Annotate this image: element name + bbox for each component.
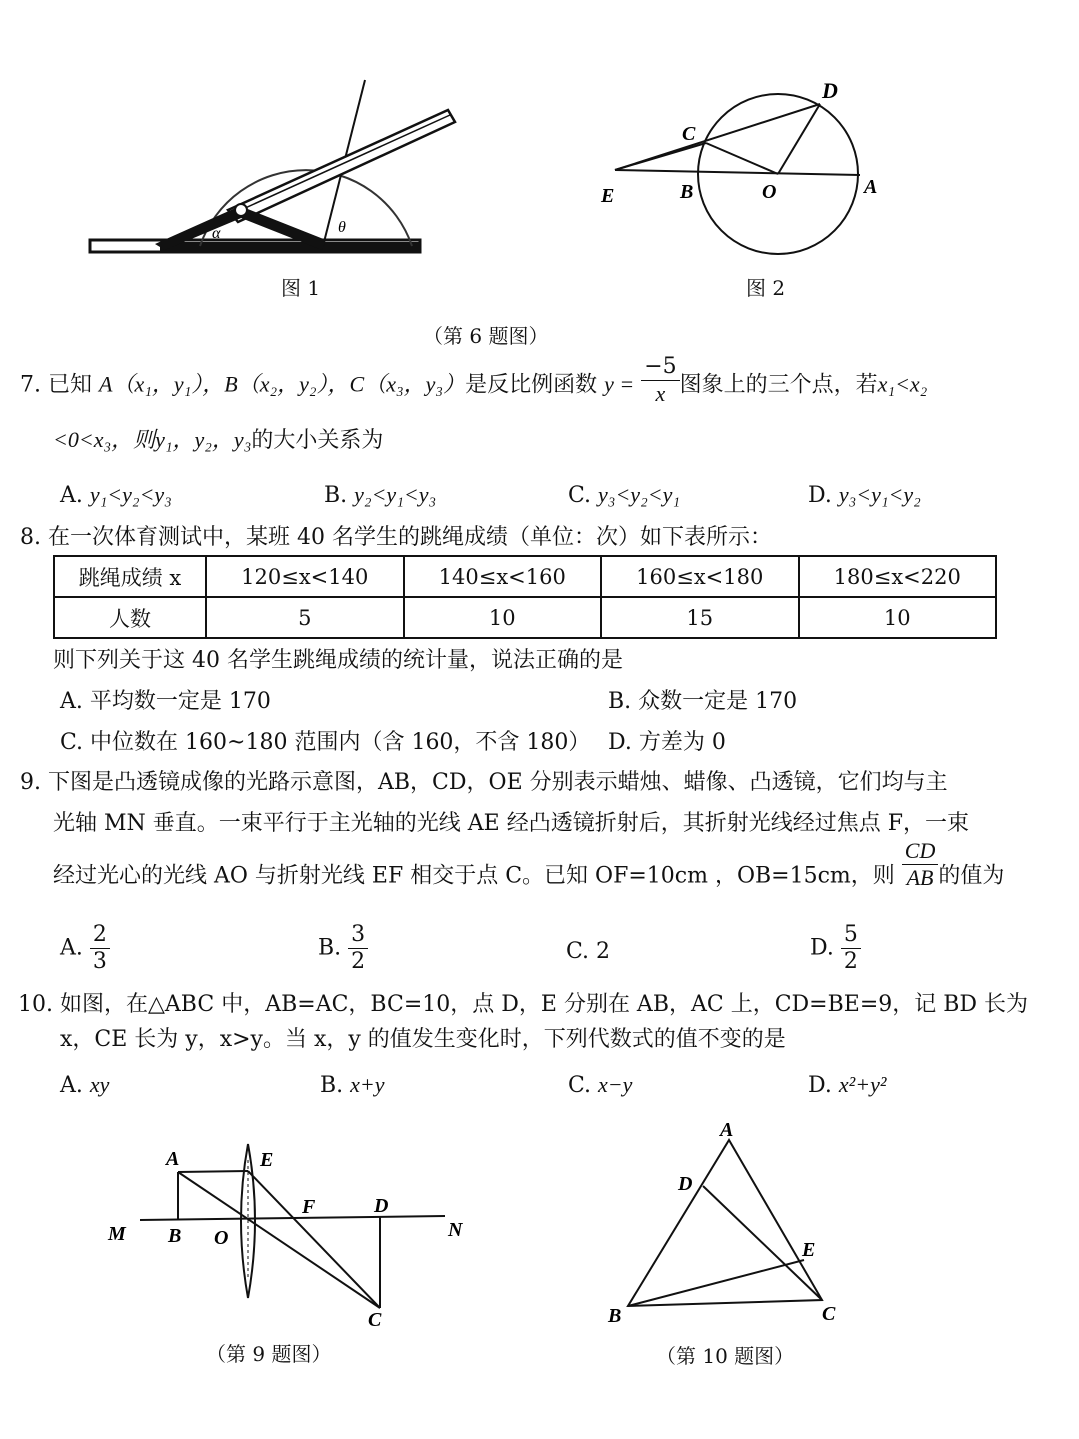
q7-fraction-num: −5 bbox=[641, 354, 679, 381]
q7-intro: 已知 bbox=[48, 372, 93, 398]
option-text: y₃<y₂<y₁ bbox=[598, 482, 680, 507]
q10-option-b[interactable] bbox=[320, 1071, 385, 1100]
option-fraction bbox=[90, 922, 110, 975]
q7-option-b[interactable] bbox=[324, 481, 436, 510]
q7-option-d[interactable] bbox=[808, 481, 921, 510]
fraction-num: 3 bbox=[348, 922, 368, 949]
q9-line3 bbox=[53, 838, 1005, 891]
option-text: x+y bbox=[350, 1072, 385, 1097]
q10-option-d[interactable] bbox=[808, 1071, 886, 1100]
option-text: y₁<y₂<y₃ bbox=[89, 482, 172, 507]
q7-cond1: x₁<x₂ bbox=[877, 371, 928, 397]
q7-line1 bbox=[20, 354, 928, 407]
fraction-num: 2 bbox=[90, 922, 110, 949]
q9-option-a[interactable] bbox=[60, 922, 110, 975]
alpha-mark: α bbox=[212, 225, 221, 242]
q8-stem-text: 在一次体育测试中，某班 40 名学生的跳绳成绩（单位：次）如下表所示： bbox=[48, 525, 772, 550]
line-ed bbox=[615, 104, 820, 170]
option-key: C. bbox=[568, 483, 592, 508]
table-cell: 5 bbox=[206, 597, 404, 638]
ray-aoc bbox=[178, 1172, 380, 1308]
option-text: 众数一定是 170 bbox=[638, 689, 798, 714]
figure6-circle-diagram bbox=[0, 0, 1079, 300]
q9-option-b[interactable] bbox=[318, 922, 368, 975]
table-header-cell: 人数 bbox=[54, 597, 206, 638]
ray-efc bbox=[248, 1171, 380, 1308]
q10-number: 10. bbox=[18, 992, 53, 1017]
option-key: D. bbox=[608, 730, 632, 755]
q9-option-d[interactable] bbox=[810, 922, 861, 975]
q9-line3-tail: 的值为 bbox=[938, 863, 1005, 889]
q7-mid: 是反比例函数 bbox=[465, 372, 598, 398]
point-e: E bbox=[802, 1239, 816, 1261]
option-text: y₃<y₁<y₂ bbox=[838, 482, 921, 507]
table-cell: 10 bbox=[404, 597, 602, 638]
option-key: A. bbox=[60, 483, 83, 508]
q9-option-c[interactable] bbox=[566, 938, 610, 966]
option-key: B. bbox=[320, 1073, 344, 1098]
point-a: A bbox=[166, 1148, 180, 1170]
point-b: B bbox=[680, 181, 694, 203]
q10-line2: x，CE 长为 y，x>y。当 x，y 的值发生变化时，下列代数式的值不变的是 bbox=[60, 1027, 786, 1052]
q7-fn-lhs: y = bbox=[604, 371, 635, 397]
option-key: D. bbox=[810, 935, 834, 961]
option-text: 方差为 0 bbox=[638, 730, 726, 755]
q10-option-a[interactable] bbox=[60, 1071, 109, 1100]
fig1-label: 图 1 bbox=[281, 276, 321, 300]
point-b: B bbox=[608, 1305, 622, 1327]
table-header-cell: 跳绳成绩 x bbox=[54, 556, 206, 597]
figure9-caption: （第 9 题图） bbox=[206, 1342, 332, 1366]
fraction-den: 3 bbox=[92, 949, 107, 974]
point-a: A bbox=[864, 176, 878, 198]
table-cell: 120≤x<140 bbox=[206, 556, 404, 597]
point-m: M bbox=[108, 1223, 126, 1245]
q7-point-c: C（x₃，y₃） bbox=[349, 371, 466, 397]
option-key: D. bbox=[808, 483, 832, 508]
line-ea bbox=[615, 170, 860, 175]
theta-mark: θ bbox=[338, 219, 346, 236]
segment-be bbox=[628, 1260, 804, 1306]
option-key: A. bbox=[60, 1073, 83, 1098]
q7-option-a[interactable] bbox=[60, 481, 172, 510]
q9-ratio bbox=[902, 838, 939, 891]
q9-number: 9. bbox=[20, 770, 41, 795]
point-b: B bbox=[168, 1225, 182, 1247]
fraction-den: 2 bbox=[351, 949, 366, 974]
q8-stem bbox=[20, 524, 772, 552]
point-c: C bbox=[682, 123, 696, 145]
table-cell: 180≤x<220 bbox=[799, 556, 997, 597]
q9-line2: 光轴 MN 垂直。一束平行于主光轴的光线 AE 经凸透镜折射后，其折射光线经过焦点 F，一束 bbox=[53, 811, 969, 836]
option-key: C. bbox=[566, 939, 590, 964]
q7-option-c[interactable] bbox=[568, 481, 680, 510]
option-text: 中位数在 160~180 范围内（含 160，不含 180） bbox=[90, 730, 591, 755]
point-e: E bbox=[260, 1149, 274, 1171]
point-f: F bbox=[302, 1196, 316, 1218]
q9-line1-text: 下图是凸透镜成像的光路示意图，AB，CD，OE 分别表示蜡烛、蜡像、凸透镜，它们均与主 bbox=[48, 770, 948, 795]
point-d: D bbox=[678, 1173, 693, 1195]
option-key: D. bbox=[808, 1073, 832, 1098]
ray-ae bbox=[178, 1171, 248, 1172]
q7-fraction bbox=[641, 354, 679, 407]
option-text: 平均数一定是 170 bbox=[89, 689, 271, 714]
option-key: B. bbox=[608, 689, 632, 714]
option-key: C. bbox=[568, 1073, 592, 1098]
q7-line2-cond: <0<x₃，则 bbox=[53, 427, 156, 452]
q8-option-b[interactable] bbox=[608, 688, 797, 716]
q8-score-table bbox=[53, 555, 997, 639]
q8-option-c[interactable] bbox=[60, 729, 590, 757]
q10-option-c[interactable] bbox=[568, 1071, 632, 1100]
fraction-num: 5 bbox=[841, 922, 861, 949]
option-text: xy bbox=[89, 1072, 110, 1097]
q9-line1 bbox=[20, 769, 948, 797]
figure10-caption: （第 10 题图） bbox=[656, 1344, 795, 1368]
q10-line1 bbox=[18, 991, 1028, 1019]
q7-point-a: A（x₁，y₁）， bbox=[99, 371, 225, 397]
q7-line2 bbox=[53, 426, 383, 455]
q8-option-a[interactable] bbox=[60, 688, 271, 716]
figure10-triangle-diagram bbox=[540, 1110, 1079, 1340]
line-co bbox=[706, 143, 778, 174]
option-key: A. bbox=[60, 935, 83, 961]
table-cell: 10 bbox=[799, 597, 997, 638]
q7-line2-vars: y₁，y₂，y₃ bbox=[155, 427, 252, 452]
table-row bbox=[54, 556, 996, 597]
table-cell: 160≤x<180 bbox=[601, 556, 799, 597]
q9-ratio-num: CD bbox=[902, 838, 939, 865]
q7-point-b: B（x₂，y₂）， bbox=[224, 371, 350, 397]
point-d: D bbox=[374, 1195, 389, 1217]
fraction-den: 2 bbox=[843, 949, 858, 974]
q10-line1-text: 如图，在△ABC 中，AB=AC，BC=10，点 D，E 分别在 AB，AC 上，CD=BE=9，记 BD 长为 bbox=[60, 992, 1029, 1017]
point-n: N bbox=[448, 1219, 463, 1241]
fig2-label: 图 2 bbox=[746, 276, 786, 300]
option-key: C. bbox=[60, 730, 84, 755]
option-text: y₂<y₁<y₃ bbox=[354, 482, 437, 507]
option-key: A. bbox=[60, 689, 83, 714]
q9-line3-text: 经过光心的光线 AO 与折射光线 EF 相交于点 C。已知 OF=10cm ，OB=15cm，则 bbox=[53, 863, 895, 889]
point-c: C bbox=[822, 1303, 836, 1325]
option-fraction bbox=[348, 922, 368, 975]
point-d: D bbox=[822, 78, 838, 103]
q8-question: 则下列关于这 40 名学生跳绳成绩的统计量，说法正确的是 bbox=[53, 648, 623, 673]
q8-number: 8. bbox=[20, 525, 41, 550]
point-e: E bbox=[601, 185, 615, 207]
q7-fraction-den: x bbox=[655, 381, 666, 406]
option-key: B. bbox=[324, 483, 348, 508]
point-o: O bbox=[762, 181, 777, 203]
figure9-lens-diagram bbox=[0, 1120, 540, 1340]
point-o: O bbox=[214, 1227, 229, 1249]
point-a: A bbox=[720, 1119, 734, 1141]
option-fraction bbox=[841, 922, 861, 975]
option-text: x²+y² bbox=[838, 1072, 887, 1097]
option-text: 2 bbox=[596, 939, 611, 964]
q9-ratio-den: AB bbox=[906, 865, 934, 890]
option-key: B. bbox=[318, 935, 342, 961]
q7-tail1: 图象上的三个点，若 bbox=[679, 372, 878, 398]
q8-option-d[interactable] bbox=[608, 729, 726, 757]
table-row bbox=[54, 597, 996, 638]
figure6-caption: （第 6 题图） bbox=[423, 324, 549, 348]
q7-line2-tail: 的大小关系为 bbox=[251, 428, 384, 453]
option-text: x−y bbox=[598, 1072, 633, 1097]
q7-number: 7. bbox=[20, 372, 41, 398]
point-c: C bbox=[368, 1309, 382, 1331]
table-cell: 15 bbox=[601, 597, 799, 638]
table-cell: 140≤x<160 bbox=[404, 556, 602, 597]
